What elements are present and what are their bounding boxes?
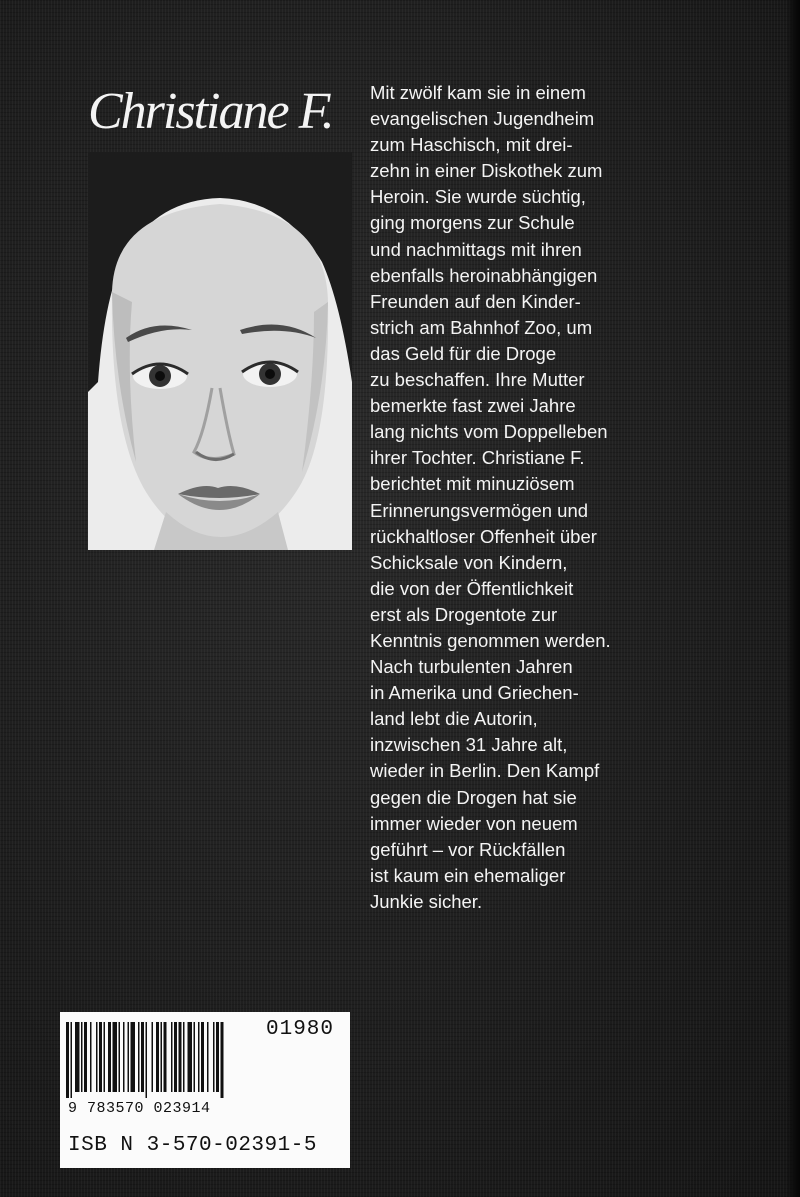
blurb-line: bemerkte fast zwei Jahre: [370, 395, 576, 417]
blurb-line: zum Haschisch, mit drei-: [370, 134, 573, 156]
blurb-line: gegen die Drogen hat sie: [370, 786, 577, 808]
blurb-line: ist kaum ein ehemaliger: [370, 864, 566, 886]
blurb-line: Junkie sicher.: [370, 890, 483, 912]
blurb-line: in Amerika und Griechen-: [370, 682, 579, 704]
blurb-line: ihrer Tochter. Christiane F.: [370, 447, 585, 469]
blurb-line: immer wieder von neuem: [370, 812, 578, 834]
blurb-line: erst als Drogentote zur: [370, 603, 558, 625]
blurb-line: Schicksale von Kindern,: [370, 551, 568, 573]
blurb-line: inzwischen 31 Jahre alt,: [370, 734, 568, 756]
blurb-line: strich am Bahnhof Zoo, um: [370, 316, 593, 338]
blurb-line: Heroin. Sie wurde süchtig,: [370, 186, 586, 208]
barcode-bars: [66, 1022, 266, 1098]
blurb-line: zehn in einer Diskothek zum: [370, 160, 603, 182]
blurb-line: ebenfalls heroinabhängigen: [370, 264, 598, 286]
blurb-line: land lebt die Autorin,: [370, 708, 538, 730]
book-title: Christiane F.: [88, 83, 333, 140]
blurb-line: wieder in Berlin. Den Kampf: [370, 760, 600, 782]
blurb-line: lang nichts vom Doppelleben: [370, 421, 608, 443]
blurb-line: evangelischen Jugendheim: [370, 108, 595, 130]
blurb-line: Freunden auf den Kinder-: [370, 290, 581, 312]
blurb-line: Erinnerungsvermögen und: [370, 499, 589, 521]
isbn-barcode: [60, 1012, 350, 1168]
blurb-line: Kenntnis genommen werden.: [370, 629, 611, 651]
blurb-line: das Geld für die Droge: [370, 342, 557, 364]
page-edge: [786, 0, 800, 1197]
blurb-line: die von der Öffentlichkeit: [370, 577, 574, 599]
blurb-line: zu beschaffen. Ihre Mutter: [370, 369, 585, 391]
ean-number: 9 783570 023914: [68, 1100, 211, 1117]
isbn-number: ISB N 3-570-02391-5: [68, 1134, 317, 1157]
blurb-line: rückhaltloser Offenheit über: [370, 525, 597, 547]
blurb-line: geführt – vor Rückfällen: [370, 838, 566, 860]
author-portrait: [88, 152, 352, 550]
blurb-line: und nachmittags mit ihren: [370, 238, 582, 260]
blurb-line: berichtet mit minuziösem: [370, 473, 575, 495]
blurb-line: ging morgens zur Schule: [370, 212, 575, 234]
blurb-line: Mit zwölf kam sie in einem: [370, 82, 586, 103]
blurb-line: Nach turbulenten Jahren: [370, 656, 573, 678]
price-code: 01980: [266, 1018, 335, 1041]
back-cover-blurb: [370, 80, 700, 915]
